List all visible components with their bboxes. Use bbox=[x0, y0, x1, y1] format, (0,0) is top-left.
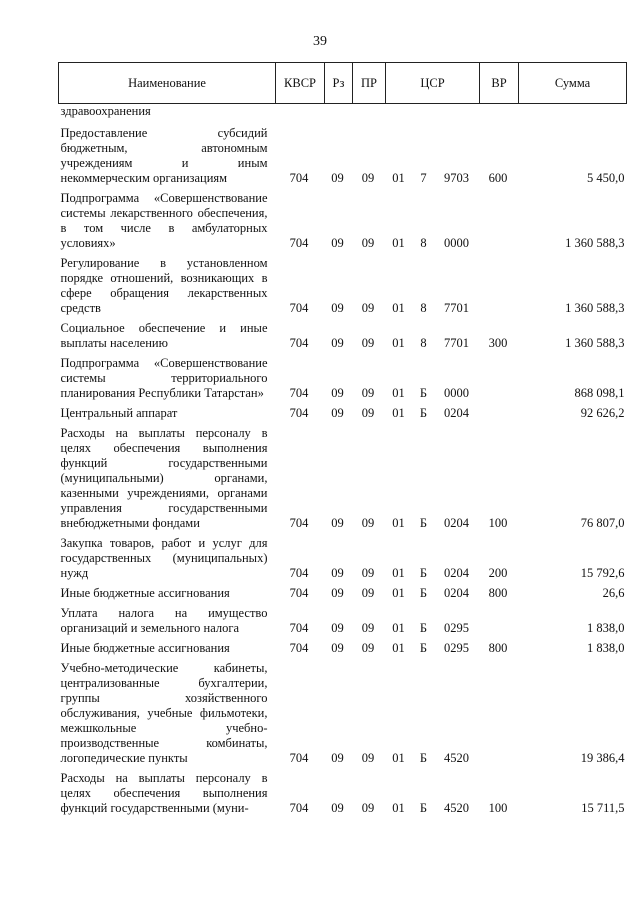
cell-rz: 09 bbox=[331, 171, 344, 185]
cell-sum: 26,6 bbox=[602, 586, 625, 600]
cell-csr-subprogram: Б bbox=[419, 406, 428, 420]
cell-csr-subprogram bbox=[414, 104, 436, 127]
cell-pr: 09 bbox=[361, 516, 375, 530]
cell-csr-program: 01 bbox=[392, 386, 405, 400]
cell-rz: 09 bbox=[331, 621, 344, 635]
cell-csr-direction: 0295 bbox=[444, 641, 469, 655]
cell-sum: 1 360 588,3 bbox=[565, 301, 625, 315]
cell-kvsr: 704 bbox=[289, 586, 309, 600]
cell-name: Закупка товаров, работ и услуг для государственных (муниципальных) нужд bbox=[60, 536, 268, 580]
cell-csr-program: 01 bbox=[392, 566, 405, 580]
cell-rz: 09 bbox=[331, 516, 344, 530]
cell-csr-program: 01 bbox=[392, 516, 405, 530]
cell-pr: 09 bbox=[361, 641, 375, 655]
cell-csr-direction: 4520 bbox=[444, 751, 469, 765]
cell-kvsr: 704 bbox=[289, 566, 309, 580]
cell-kvsr: 704 bbox=[289, 236, 309, 250]
header-rz: Рз bbox=[325, 63, 353, 104]
cell-sum: 1 838,0 bbox=[587, 641, 625, 655]
cell-name: Учебно-методические кабинеты, централизованные бухгалтерии, группы хозяйственного обслуживания, учебные фильмотеки, межшкольные учебно-производственные комбинаты, логопедические пункты bbox=[60, 661, 268, 765]
cell-kvsr: 704 bbox=[289, 641, 309, 655]
cell-vr: 800 bbox=[488, 641, 508, 655]
cell-pr: 09 bbox=[361, 406, 375, 420]
cell-pr: 09 bbox=[361, 566, 375, 580]
cell-kvsr: 704 bbox=[289, 801, 309, 815]
cell-name: Уплата налога на имущество организаций и земельного налога bbox=[60, 606, 268, 635]
table-row bbox=[59, 771, 627, 816]
cell-csr-subprogram: Б bbox=[419, 621, 428, 635]
cell-csr-subprogram: 8 bbox=[420, 301, 427, 315]
cell-csr-direction: 0204 bbox=[444, 516, 469, 530]
cell-vr: 600 bbox=[488, 171, 508, 185]
cell-vr bbox=[480, 606, 519, 641]
cell-vr bbox=[480, 406, 519, 426]
table-row bbox=[59, 606, 627, 641]
cell-sum: 19 386,4 bbox=[580, 751, 625, 765]
table-row bbox=[59, 104, 627, 127]
header-vr: ВР bbox=[480, 63, 519, 104]
cell-name: Предоставление субсидий бюджетным, автономным учреждениям и иным некоммерческим организациям bbox=[60, 126, 268, 185]
table-row bbox=[59, 426, 627, 536]
cell-csr-program bbox=[386, 104, 414, 127]
cell-name: Иные бюджетные ассигнования bbox=[60, 641, 230, 655]
cell-pr: 09 bbox=[361, 801, 375, 815]
table-row bbox=[59, 406, 627, 426]
cell-csr-program: 01 bbox=[392, 336, 405, 350]
cell-csr-direction: 9703 bbox=[444, 171, 469, 185]
cell-pr: 09 bbox=[361, 586, 375, 600]
cell-sum: 868 098,1 bbox=[574, 386, 625, 400]
cell-csr-subprogram: Б bbox=[419, 516, 428, 530]
cell-pr: 09 bbox=[361, 236, 375, 250]
cell-sum bbox=[519, 104, 627, 127]
table-row bbox=[59, 256, 627, 321]
cell-vr: 100 bbox=[488, 801, 508, 815]
cell-csr-subprogram: 8 bbox=[420, 236, 427, 250]
table-row bbox=[59, 661, 627, 771]
cell-sum: 5 450,0 bbox=[587, 171, 625, 185]
header-name: Наименование bbox=[59, 63, 276, 104]
cell-name: Социальное обеспечение и иные выплаты населению bbox=[60, 321, 268, 350]
cell-rz: 09 bbox=[331, 586, 344, 600]
cell-csr-direction: 0204 bbox=[444, 566, 469, 580]
cell-pr: 09 bbox=[361, 301, 375, 315]
cell-rz: 09 bbox=[331, 236, 344, 250]
cell-kvsr bbox=[276, 104, 325, 127]
cell-csr-program: 01 bbox=[392, 586, 405, 600]
cell-kvsr: 704 bbox=[289, 171, 309, 185]
cell-vr bbox=[480, 356, 519, 406]
header-pr: ПР bbox=[353, 63, 386, 104]
cell-rz: 09 bbox=[331, 386, 344, 400]
table-row bbox=[59, 321, 627, 356]
cell-kvsr: 704 bbox=[289, 621, 309, 635]
cell-rz: 09 bbox=[331, 301, 344, 315]
table-body bbox=[59, 104, 627, 817]
table-row bbox=[59, 586, 627, 606]
cell-csr-subprogram: Б bbox=[419, 641, 428, 655]
cell-pr: 09 bbox=[361, 171, 375, 185]
table-row bbox=[59, 641, 627, 661]
header-csr: ЦСР bbox=[386, 63, 480, 104]
cell-name: здравоохранения bbox=[60, 104, 151, 118]
cell-csr-subprogram: 7 bbox=[420, 171, 427, 185]
cell-vr bbox=[480, 104, 519, 127]
cell-name: Иные бюджетные ассигнования bbox=[60, 586, 230, 600]
cell-csr-direction: 0000 bbox=[444, 386, 469, 400]
table-header-row bbox=[59, 63, 627, 104]
cell-rz: 09 bbox=[331, 751, 344, 765]
cell-sum: 92 626,2 bbox=[580, 406, 625, 420]
cell-csr-direction: 4520 bbox=[444, 801, 469, 815]
cell-csr-program: 01 bbox=[392, 801, 405, 815]
cell-vr bbox=[480, 256, 519, 321]
cell-name: Расходы на выплаты персоналу в целях обеспечения выполнения функций государственными (муни- bbox=[60, 771, 268, 815]
cell-rz: 09 bbox=[331, 336, 344, 350]
cell-rz: 09 bbox=[331, 641, 344, 655]
cell-csr-direction: 0295 bbox=[444, 621, 469, 635]
cell-csr-direction: 0204 bbox=[444, 586, 469, 600]
cell-csr-program: 01 bbox=[392, 301, 405, 315]
cell-sum: 1 838,0 bbox=[587, 621, 625, 635]
header-sum: Сумма bbox=[519, 63, 627, 104]
cell-name: Подпрограмма «Совершенствование системы территориального планирования Республики Татарстан» bbox=[60, 356, 268, 400]
cell-pr: 09 bbox=[361, 386, 375, 400]
cell-csr-direction: 0204 bbox=[444, 406, 469, 420]
cell-name: Регулирование в установленном порядке отношений, возникающих в сфере обращения лекарственных средств bbox=[60, 256, 268, 315]
cell-sum: 15 792,6 bbox=[580, 566, 625, 580]
cell-rz: 09 bbox=[331, 801, 344, 815]
cell-csr-program: 01 bbox=[392, 751, 405, 765]
cell-csr-subprogram: 8 bbox=[420, 336, 427, 350]
cell-csr-subprogram: Б bbox=[419, 386, 428, 400]
cell-csr-program: 01 bbox=[392, 406, 405, 420]
cell-csr-program: 01 bbox=[392, 621, 405, 635]
page-number: 39 bbox=[313, 34, 327, 49]
table-row bbox=[59, 536, 627, 586]
table-row bbox=[59, 126, 627, 191]
cell-sum: 15 711,5 bbox=[581, 801, 625, 815]
cell-vr: 100 bbox=[488, 516, 508, 530]
cell-csr-subprogram: Б bbox=[419, 586, 428, 600]
cell-kvsr: 704 bbox=[289, 406, 309, 420]
cell-csr-program: 01 bbox=[392, 236, 405, 250]
cell-csr-subprogram: Б bbox=[419, 751, 428, 765]
cell-vr bbox=[480, 661, 519, 771]
cell-name: Центральный аппарат bbox=[60, 406, 178, 420]
cell-csr-direction: 7701 bbox=[444, 301, 469, 315]
cell-csr-subprogram: Б bbox=[419, 566, 428, 580]
cell-vr: 800 bbox=[488, 586, 508, 600]
cell-pr bbox=[353, 104, 386, 127]
cell-kvsr: 704 bbox=[289, 751, 309, 765]
cell-name: Подпрограмма «Совершенствование системы лекарственного обеспечения, в том числе в амбулаторных условиях» bbox=[60, 191, 268, 250]
cell-sum: 1 360 588,3 bbox=[565, 336, 625, 350]
table-row bbox=[59, 191, 627, 256]
cell-kvsr: 704 bbox=[289, 386, 309, 400]
cell-vr: 300 bbox=[488, 336, 508, 350]
header-kvsr: КВСР bbox=[276, 63, 325, 104]
cell-kvsr: 704 bbox=[289, 516, 309, 530]
cell-rz: 09 bbox=[331, 406, 344, 420]
cell-vr: 200 bbox=[488, 566, 508, 580]
cell-vr bbox=[480, 191, 519, 256]
cell-csr-direction: 7701 bbox=[444, 336, 469, 350]
cell-sum: 1 360 588,3 bbox=[565, 236, 625, 250]
cell-kvsr: 704 bbox=[289, 301, 309, 315]
cell-name: Расходы на выплаты персоналу в целях обеспечения выполнения функций государственными (муниципальными) органами, казенными учреждениями, органами управления государственными внебюджетными фондами bbox=[60, 426, 268, 530]
cell-pr: 09 bbox=[361, 751, 375, 765]
cell-pr: 09 bbox=[361, 336, 375, 350]
cell-csr-direction bbox=[436, 104, 480, 127]
cell-sum: 76 807,0 bbox=[580, 516, 625, 530]
table-row bbox=[59, 356, 627, 406]
cell-rz: 09 bbox=[331, 566, 344, 580]
cell-rz bbox=[325, 104, 353, 127]
cell-csr-program: 01 bbox=[392, 641, 405, 655]
cell-csr-direction: 0000 bbox=[444, 236, 469, 250]
cell-pr: 09 bbox=[361, 621, 375, 635]
cell-csr-subprogram: Б bbox=[419, 801, 428, 815]
budget-table bbox=[58, 62, 627, 816]
cell-kvsr: 704 bbox=[289, 336, 309, 350]
cell-csr-program: 01 bbox=[392, 171, 405, 185]
